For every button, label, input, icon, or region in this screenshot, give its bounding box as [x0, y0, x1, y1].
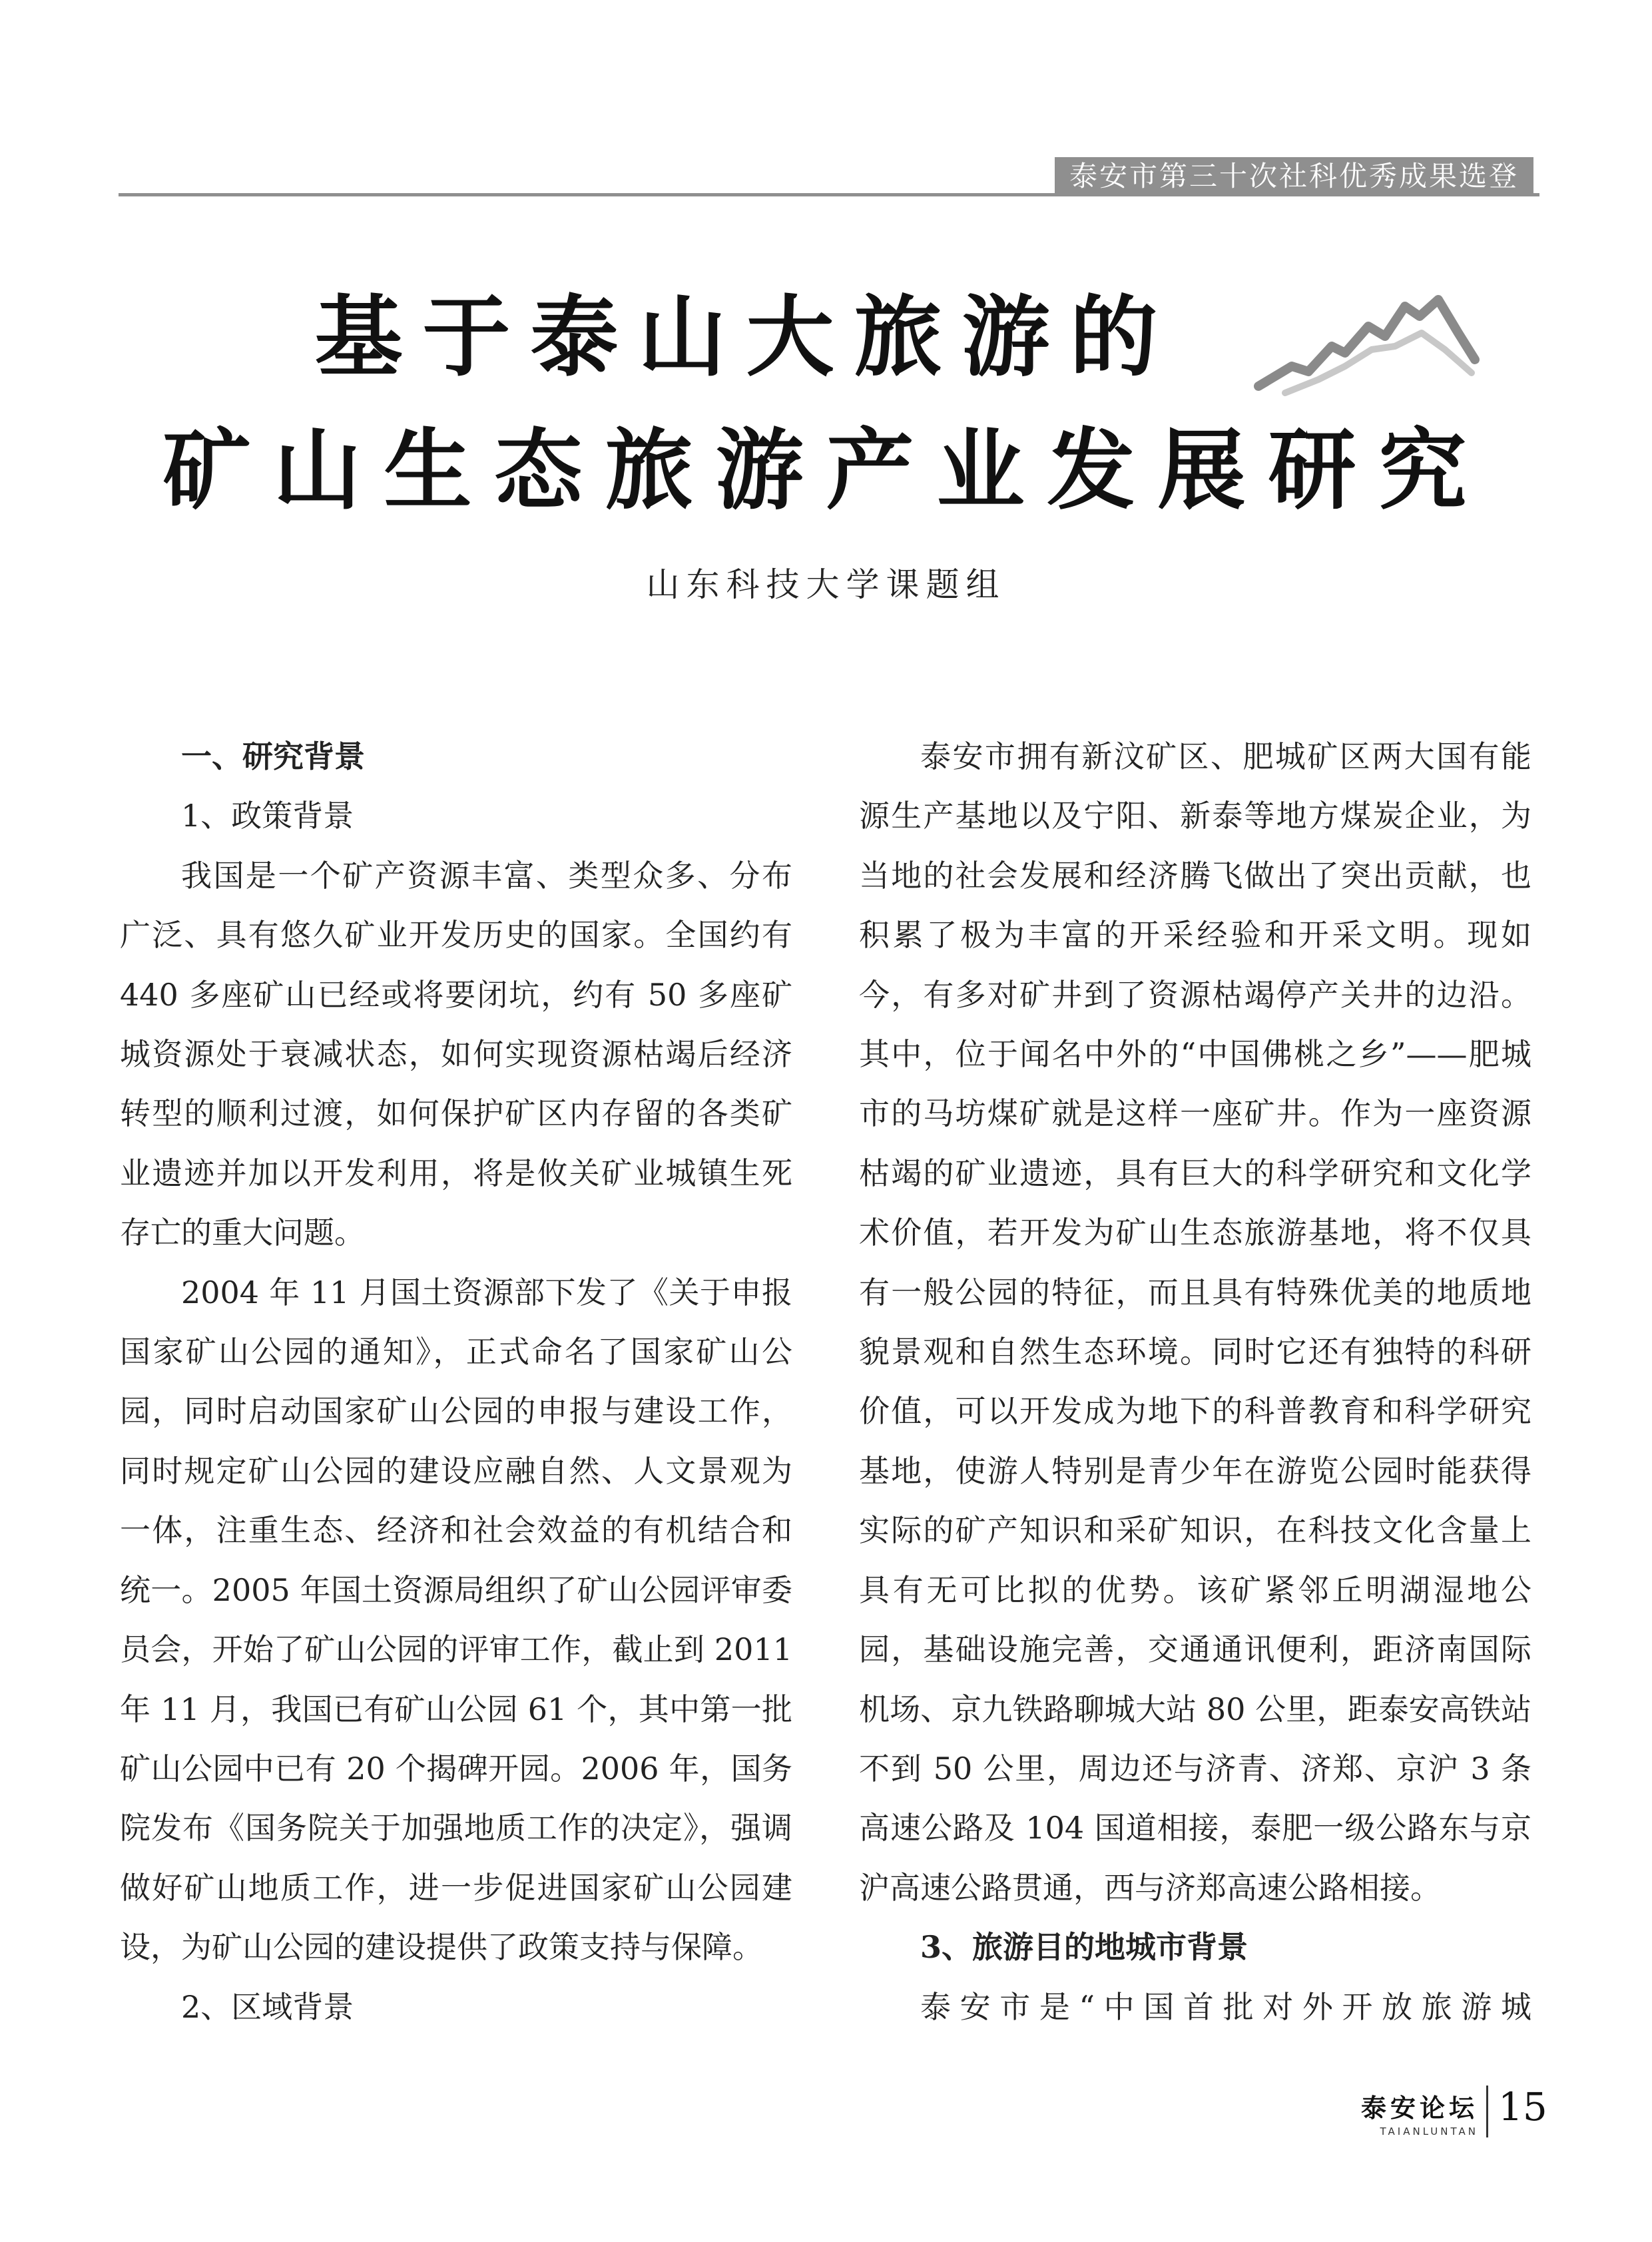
subsection-heading: 2、区域背景	[181, 1988, 354, 2025]
section-label: 泰安市第三十次社科优秀成果选登	[1055, 157, 1533, 196]
magazine-name-pinyin: TAIANLUNTAN	[1380, 2125, 1478, 2137]
article-title-line2: 矿山生态旅游产业发展研究	[162, 420, 1490, 522]
paragraph: 泰安市是“中国首批对外开放旅游城	[920, 1988, 1531, 2025]
author: 山东科技大学课题组	[646, 565, 1006, 604]
right-column	[859, 727, 1531, 2037]
paragraph: 2004 年 11 月国土资源部下发了《关于申报国家矿山公园的通知》，正式命名了国家矿山公园，同时启动国家矿山公园的申报与建设工作，同时规定矿山公园的建设应融自然、人文景观为一体，注重生态、经济和社会效益的有机结合和统一。2005 年国土资源局组织了矿山公园评审委员会，开始了矿山公园的评审工作，截止到 2011 年 11 月，我国已有矿山公园 61 个，其中第一批矿山公园中已有 20 个揭碑开园。2006 年，国务院发布《国务院关于加强地质工作的决定》，强调做好矿山地质工作，进一步促进国家矿山公园建设，为矿山公园的建设提供了政策支持与保障。	[120, 1274, 792, 1966]
subsection-heading: 1、政策背景	[181, 798, 354, 834]
paragraph: 我国是一个矿产资源丰富、类型众多、分布广泛、具有悠久矿业开发历史的国家。全国约有 440 多座矿山已经或将要闭坑，约有 50 多座矿城资源处于衰减状态，如何实现资源枯竭后经济转型的顺利过渡，如何保护矿区内存留的各类矿业遗迹并加以开发利用，将是攸关矿业城镇生死存亡的重大问题。	[120, 857, 792, 1251]
magazine-brand	[1325, 2088, 1478, 2137]
subsection-heading: 3、旅游目的地城市背景	[920, 1929, 1248, 1966]
magazine-name: 泰安论坛	[1360, 2094, 1478, 2123]
footer-divider	[1486, 2086, 1488, 2137]
left-column	[120, 727, 792, 2037]
section-heading: 一、研究背景	[181, 738, 365, 774]
page-number: 15	[1498, 2084, 1547, 2129]
article-title-line1: 基于泰山大旅游的	[314, 286, 1178, 389]
paragraph: 泰安市拥有新汶矿区、肥城矿区两大国有能源生产基地以及宁阳、新泰等地方煤炭企业，为当地的社会发展和经济腾飞做出了突出贡献，也积累了极为丰富的开采经验和开采文明。现如今，有多对矿井到了资源枯竭停产关井的边沿。其中，位于闻名中外的“中国佛桃之乡”——肥城市的马坊煤矿就是这样一座矿井。作为一座资源枯竭的矿业遗迹，具有巨大的科学研究和文化学术价值，若开发为矿山生态旅游基地，将不仅具有一般公园的特征，而且具有特殊优美的地质地貌景观和自然生态环境。同时它还有独特的科研价值，可以开发成为地下的科普教育和科学研究基地，使游人特别是青少年在游览公园时能获得实际的矿产知识和采矿知识，在科技文化含量上具有无可比拟的优势。该矿紧邻丘明湖湿地公园，基础设施完善，交通通讯便利，距济南国际机场、京九铁路聊城大站 80 公里，距泰安高铁站不到 50 公里，周边还与济青、济郑、京沪 3 条高速公路及 104 国道相接，泰肥一级公路东与京沪高速公路贯通，西与济郑高速公路相接。	[859, 738, 1531, 1906]
